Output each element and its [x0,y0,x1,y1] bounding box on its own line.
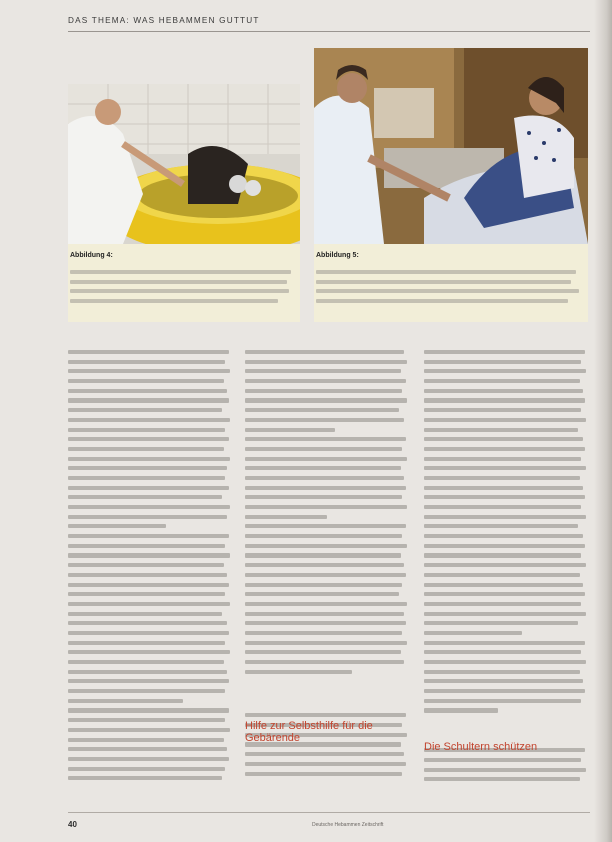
subheading-shoulders: Die Schultern schützen [424,741,538,753]
figure-4-caption-text [68,266,300,322]
page-gutter [594,0,612,842]
figure-5-caption-bar [314,244,588,266]
figure-4-photo [68,84,300,244]
body-column-3 [424,350,588,787]
figure-4-caption-bar [68,244,300,266]
section-header: DAS THEMA: WAS HEBAMMEN GUTTUT [68,16,260,25]
page-number: 40 [68,820,77,829]
body-column-2 [245,350,409,781]
figure-5-label: Abbildung 5: [316,252,359,259]
figure-4-label: Abbildung 4: [70,252,113,259]
figure-5-photo [314,48,588,244]
footer-rule [68,812,590,813]
figure-5-caption-text [314,266,588,322]
header-rule [68,31,590,32]
body-column-1 [68,350,232,786]
journal-name: Deutsche Hebammen Zeitschrift [312,822,384,828]
subheading-self-help: Hilfe zur Selbsthilfe für die Gebärende [245,720,373,744]
